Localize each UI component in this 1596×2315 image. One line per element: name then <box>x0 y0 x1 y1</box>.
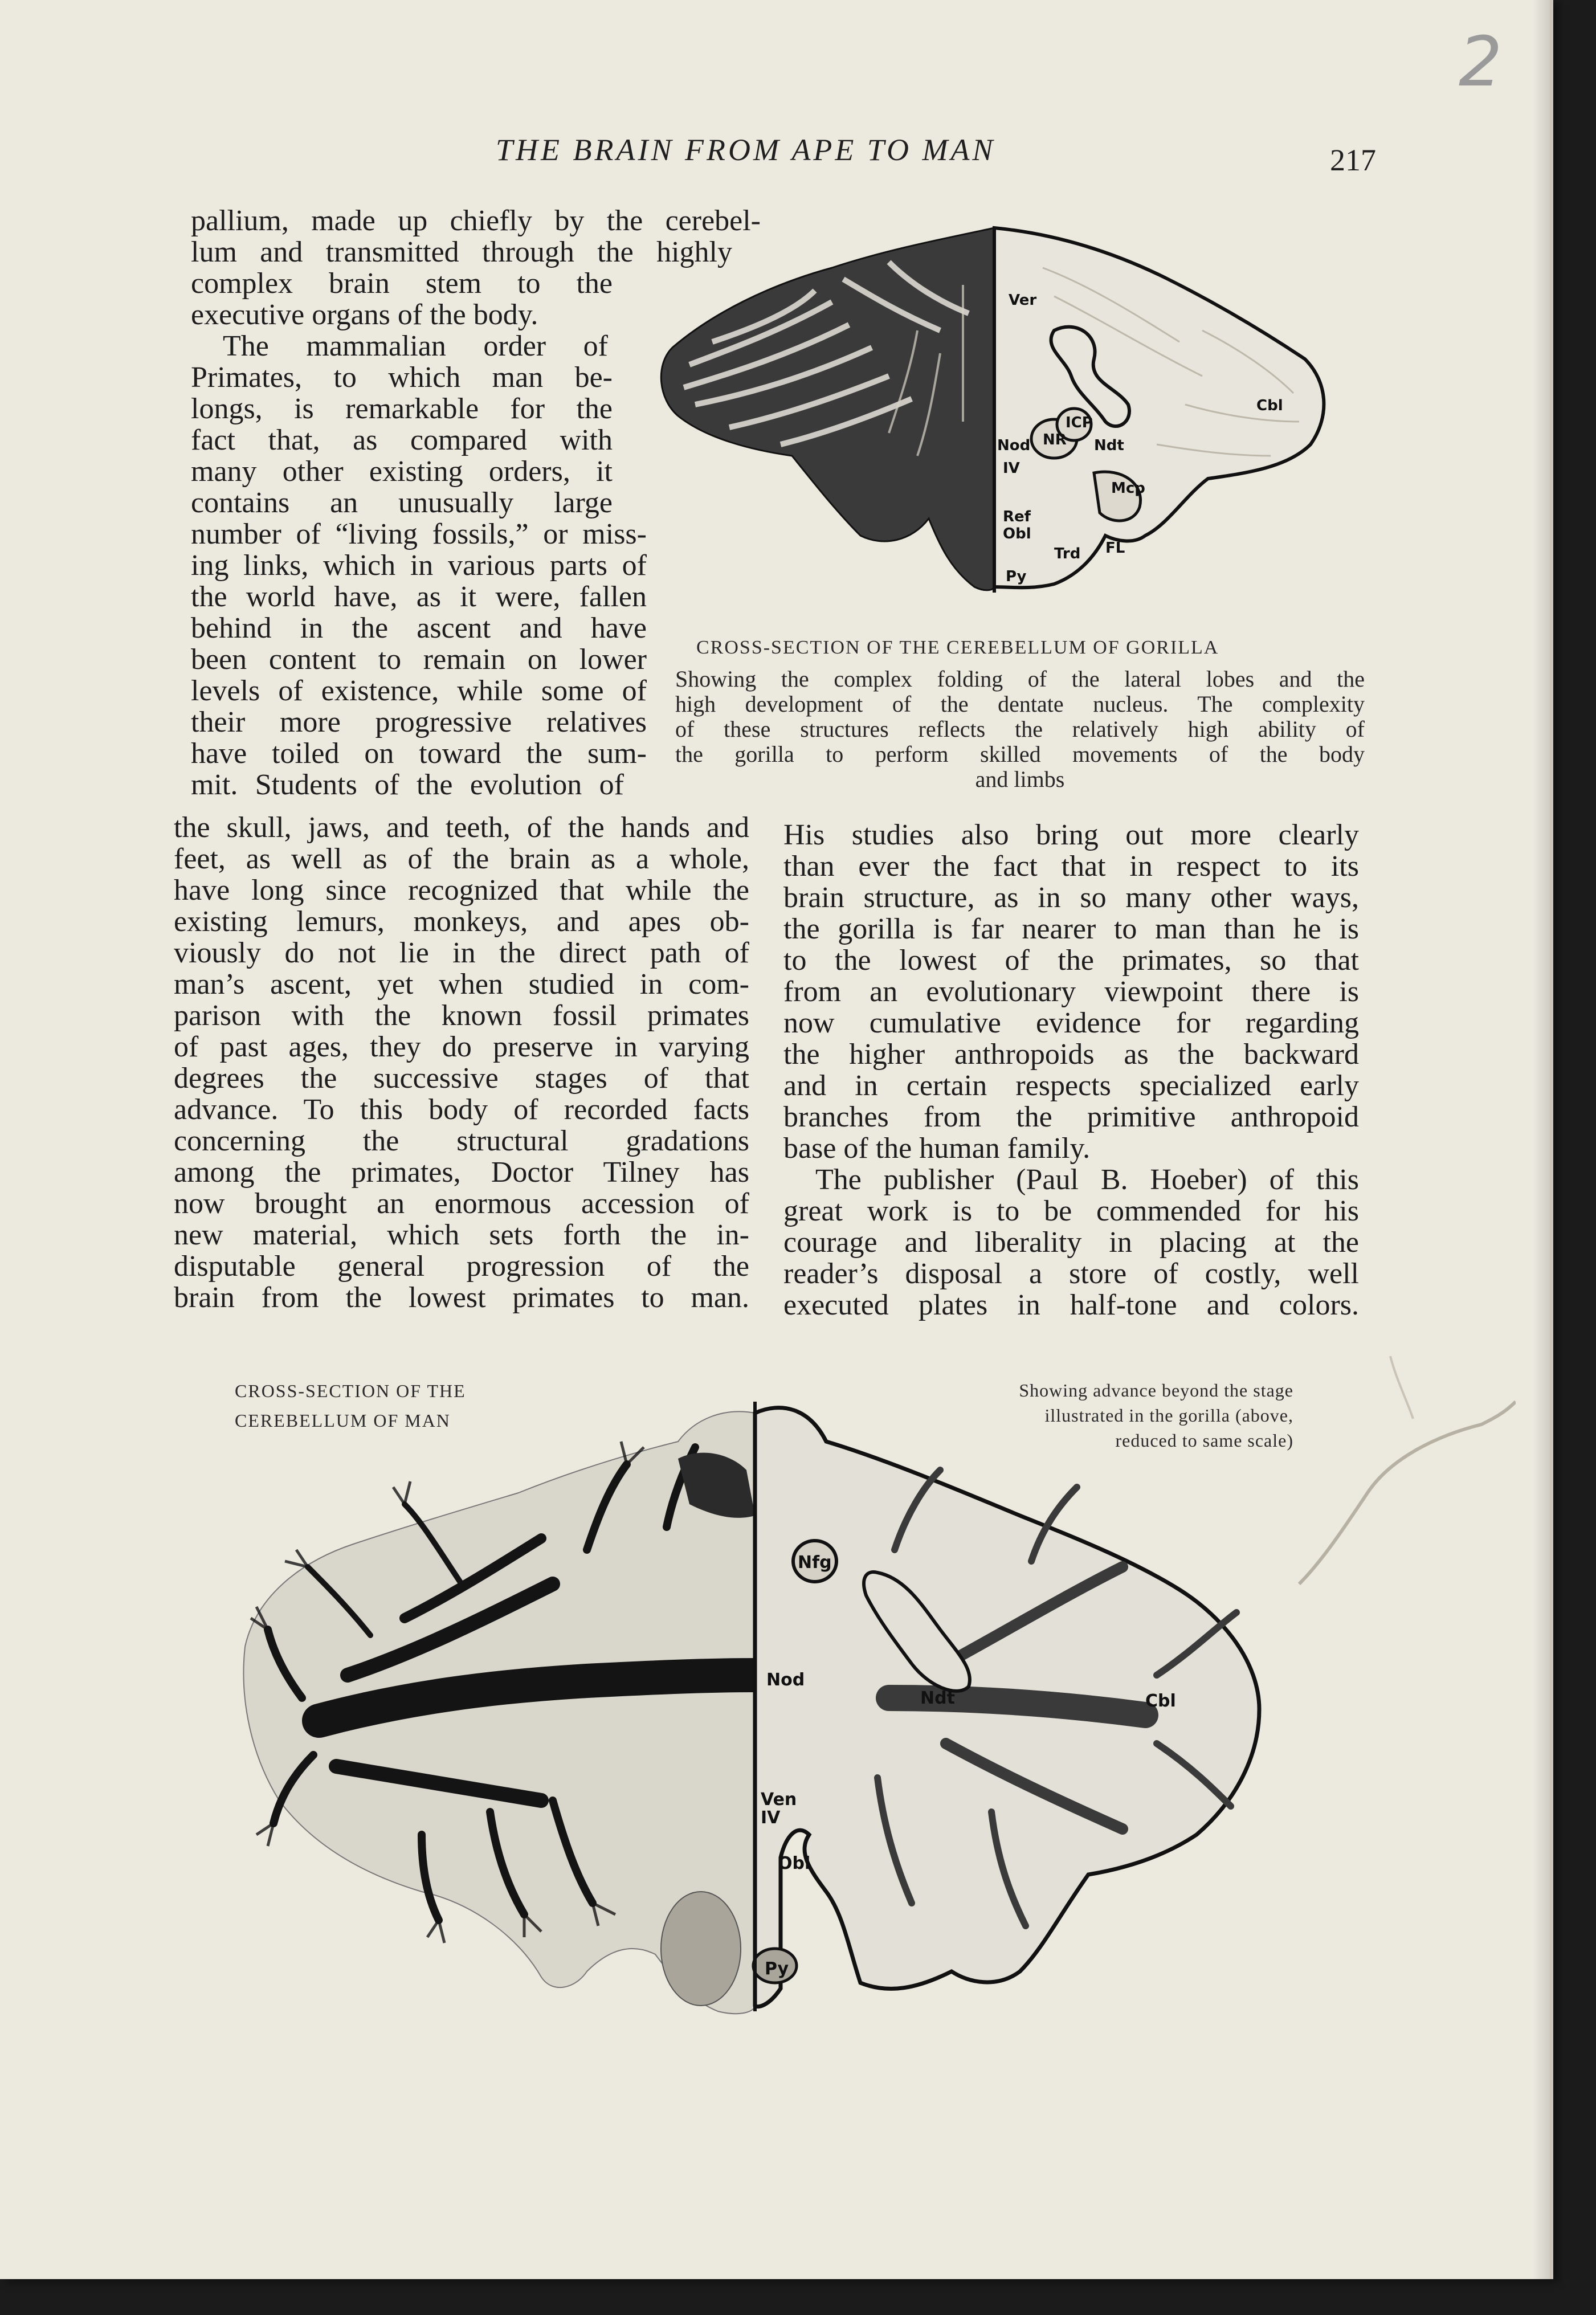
text-line: The publisher (Paul B. Hoeber) of this <box>815 1163 1359 1196</box>
label-mcp: Mcp <box>1111 480 1145 497</box>
text-line: lum and transmitted through the highly <box>191 236 732 268</box>
text-line: His studies also bring out more clearly <box>783 819 1359 851</box>
text-line: pallium, made up chiefly by the cerebel- <box>191 205 761 237</box>
text-line: degrees the successive stages of that <box>174 1062 749 1095</box>
label-nfg: Nfg <box>798 1553 832 1573</box>
label-py: Py <box>765 1959 789 1979</box>
text-line: fact that, as compared with <box>191 424 613 456</box>
text-line: concerning the structural gradations <box>174 1125 749 1157</box>
text-line: branches from the primitive anthropoid <box>783 1101 1359 1133</box>
label-ref: Ref <box>1003 508 1031 525</box>
text-line: executive organs of the body. <box>191 299 538 331</box>
text-line: reader’s disposal a store of costly, well <box>783 1257 1359 1290</box>
text-line: new material, which sets forth the in- <box>174 1219 749 1251</box>
left-column-bottom <box>174 812 749 1313</box>
text-line: Primates, to which man be- <box>191 361 613 394</box>
text-line: number of “living fossils,” or miss- <box>191 518 647 550</box>
label-trd: Trd <box>1054 545 1081 562</box>
text-line: their more progressive relatives <box>191 706 647 738</box>
text-line: have long since recognized that while the <box>174 874 749 907</box>
label-obl: Obl <box>1003 525 1031 542</box>
label-nod: Nod <box>766 1670 805 1690</box>
caption-line: Showing advance beyond the stage <box>1019 1380 1293 1401</box>
label-fl: FL <box>1105 540 1125 557</box>
text-line: than ever the fact that in respect to its <box>783 850 1359 883</box>
gorilla-cerebellum-illustration <box>644 217 1362 615</box>
caption-line: Showing the complex folding of the lateral lobes and the <box>675 666 1365 692</box>
text-line: the world have, as it were, fallen <box>191 581 647 613</box>
text-line: behind in the ascent and have <box>191 612 647 644</box>
text-line: advance. To this body of recorded facts <box>174 1093 749 1126</box>
page-number: 217 <box>1330 143 1376 177</box>
label-iv: IV <box>1003 460 1020 477</box>
label-cbl: Cbl <box>1256 397 1283 414</box>
text-line: brain from the lowest primates to man. <box>174 1281 749 1314</box>
text-line: been content to remain on lower <box>191 643 647 676</box>
caption-line: illustrated in the gorilla (above, <box>1044 1405 1293 1426</box>
text-line: from an evolutionary viewpoint there is <box>783 975 1359 1008</box>
text-line: now brought an enormous accession of <box>174 1187 749 1220</box>
paper-tear <box>1276 1356 1516 1595</box>
text-line: viously do not lie in the direct path of <box>174 937 749 969</box>
text-line: The mammalian order of <box>223 330 608 362</box>
label-py: Py <box>1006 568 1027 585</box>
caption-line: CEREBELLUM OF MAN <box>235 1410 451 1431</box>
label-iv: IV <box>761 1808 781 1828</box>
caption-line: of these structures reflects the relatively high ability of <box>675 716 1365 742</box>
text-line: among the primates, Doctor Tilney has <box>174 1156 749 1189</box>
text-line: ing links, which in various parts of <box>191 549 647 582</box>
text-line: man’s ascent, yet when studied in com- <box>174 968 749 1001</box>
running-head: THE BRAIN FROM APE TO MAN <box>496 133 996 167</box>
caption-line: high development of the dentate nucleus. The complexity <box>675 691 1365 717</box>
caption-line: and limbs <box>975 766 1065 792</box>
label-ven: Ven <box>761 1790 797 1810</box>
gorilla-caption-text <box>675 667 1365 792</box>
text-line: parison with the known fossil primates <box>174 999 749 1032</box>
right-column <box>783 819 1359 1321</box>
text-line: now cumulative evidence for regarding <box>783 1007 1359 1039</box>
text-line: courage and liberality in placing at the <box>783 1226 1359 1259</box>
caption-line: the gorilla to perform skilled movements of the body <box>675 741 1365 767</box>
label-cbl: Cbl <box>1145 1691 1176 1711</box>
text-line: existing lemurs, monkeys, and apes ob- <box>174 905 749 938</box>
text-line: great work is to be commended for his <box>783 1195 1359 1227</box>
text-line: the skull, jaws, and teeth, of the hands and <box>174 811 749 844</box>
gorilla-caption-title: CROSS-SECTION OF THE CEREBELLUM OF GORILLA <box>696 637 1219 658</box>
label-ver: Ver <box>1009 292 1037 309</box>
text-line: feet, as well as of the brain as a whole, <box>174 843 749 875</box>
label-ndt: Ndt <box>1094 437 1124 454</box>
text-line: executed plates in half-tone and colors. <box>783 1289 1359 1321</box>
text-line: the higher anthropoids as the backward <box>783 1038 1359 1071</box>
text-line: have toiled on toward the sum- <box>191 737 647 770</box>
text-line: contains an unusually large <box>191 487 613 519</box>
text-line: mit. Students of the evolution of <box>191 769 624 801</box>
man-cerebellum-illustration <box>234 1379 1276 2023</box>
text-line: brain structure, as in so many other ways, <box>783 881 1359 914</box>
label-nr: NR <box>1043 431 1067 448</box>
caption-line: CROSS-SECTION OF THE <box>235 1381 466 1401</box>
text-line: complex brain stem to the <box>191 267 613 300</box>
text-line: and in certain respects specialized early <box>783 1069 1359 1102</box>
text-line: many other existing orders, it <box>191 455 613 488</box>
page-edge-shadow <box>1533 0 1550 2279</box>
text-line: to the lowest of the primates, so that <box>783 944 1359 977</box>
man-cerebellum-figure <box>234 1379 1276 2023</box>
text-line: levels of existence, while some of <box>191 675 647 707</box>
label-icp: ICP <box>1066 414 1093 431</box>
label-obl: Obl <box>778 1853 811 1873</box>
text-line: longs, is remarkable for the <box>191 393 613 425</box>
handwritten-mark: 2 <box>1459 23 1503 102</box>
label-ndt: Ndt <box>920 1688 955 1708</box>
caption-line: reduced to same scale) <box>1115 1430 1293 1451</box>
text-line: of past ages, they do preserve in varying <box>174 1031 749 1063</box>
text-line: disputable general progression of the <box>174 1250 749 1283</box>
label-nod: Nod <box>997 437 1031 454</box>
gorilla-cerebellum-figure <box>644 217 1362 615</box>
text-line: base of the human family. <box>783 1132 1091 1165</box>
text-line: the gorilla is far nearer to man than he is <box>783 913 1359 945</box>
